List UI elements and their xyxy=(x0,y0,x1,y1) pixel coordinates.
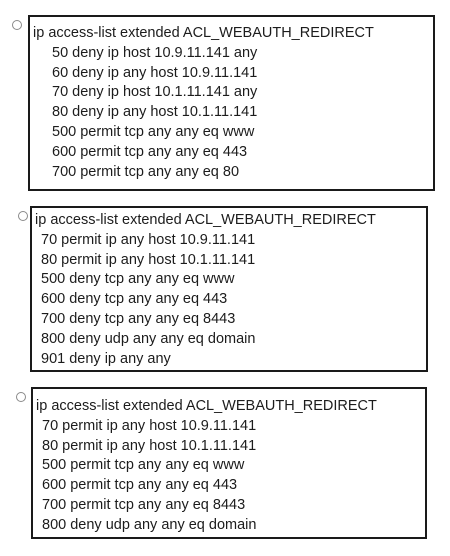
option-1-acl-box xyxy=(28,15,435,191)
acl-line: 500 permit tcp any any eq www xyxy=(52,123,255,140)
acl-line: 70 permit ip any host 10.9.11.141 xyxy=(41,231,256,248)
acl-header: ip access-list extended ACL_WEBAUTH_REDIRECT xyxy=(33,25,374,41)
acl-line: 70 permit ip any host 10.9.11.141 xyxy=(42,417,257,434)
acl-line: 700 deny tcp any any eq 8443 xyxy=(41,310,236,327)
acl-line: 60 deny ip any host 10.9.11.141 xyxy=(52,64,258,81)
option-3-radio[interactable] xyxy=(16,392,26,402)
option-2-acl-box xyxy=(30,206,428,372)
option-3-acl-box xyxy=(31,387,427,539)
option-1-radio[interactable] xyxy=(12,20,22,30)
acl-line: 800 deny udp any any eq domain xyxy=(42,516,257,533)
acl-line: 80 permit ip any host 10.1.11.141 xyxy=(41,251,256,268)
acl-line: 600 permit tcp any any eq 443 xyxy=(52,143,248,160)
acl-line: 50 deny ip host 10.9.11.141 any xyxy=(52,44,258,61)
acl-header: ip access-list extended ACL_WEBAUTH_REDIRECT xyxy=(36,398,377,414)
option-2-radio[interactable] xyxy=(18,211,28,221)
acl-line: 700 permit tcp any any eq 80 xyxy=(52,163,240,180)
acl-line: 80 permit ip any host 10.1.11.141 xyxy=(42,437,257,454)
acl-line: 600 permit tcp any any eq 443 xyxy=(42,477,238,494)
acl-line: 500 permit tcp any any eq www xyxy=(42,457,245,474)
acl-line: 901 deny ip any any xyxy=(41,350,171,367)
acl-line: 500 deny tcp any any eq www xyxy=(41,271,235,288)
acl-header: ip access-list extended ACL_WEBAUTH_REDIRECT xyxy=(35,212,376,228)
acl-line: 800 deny udp any any eq domain xyxy=(41,330,256,347)
acl-line: 700 permit tcp any any eq 8443 xyxy=(42,496,246,513)
acl-line: 70 deny ip host 10.1.11.141 any xyxy=(52,84,258,101)
acl-line: 80 deny ip any host 10.1.11.141 xyxy=(52,104,258,121)
acl-line: 600 deny tcp any any eq 443 xyxy=(41,291,228,308)
